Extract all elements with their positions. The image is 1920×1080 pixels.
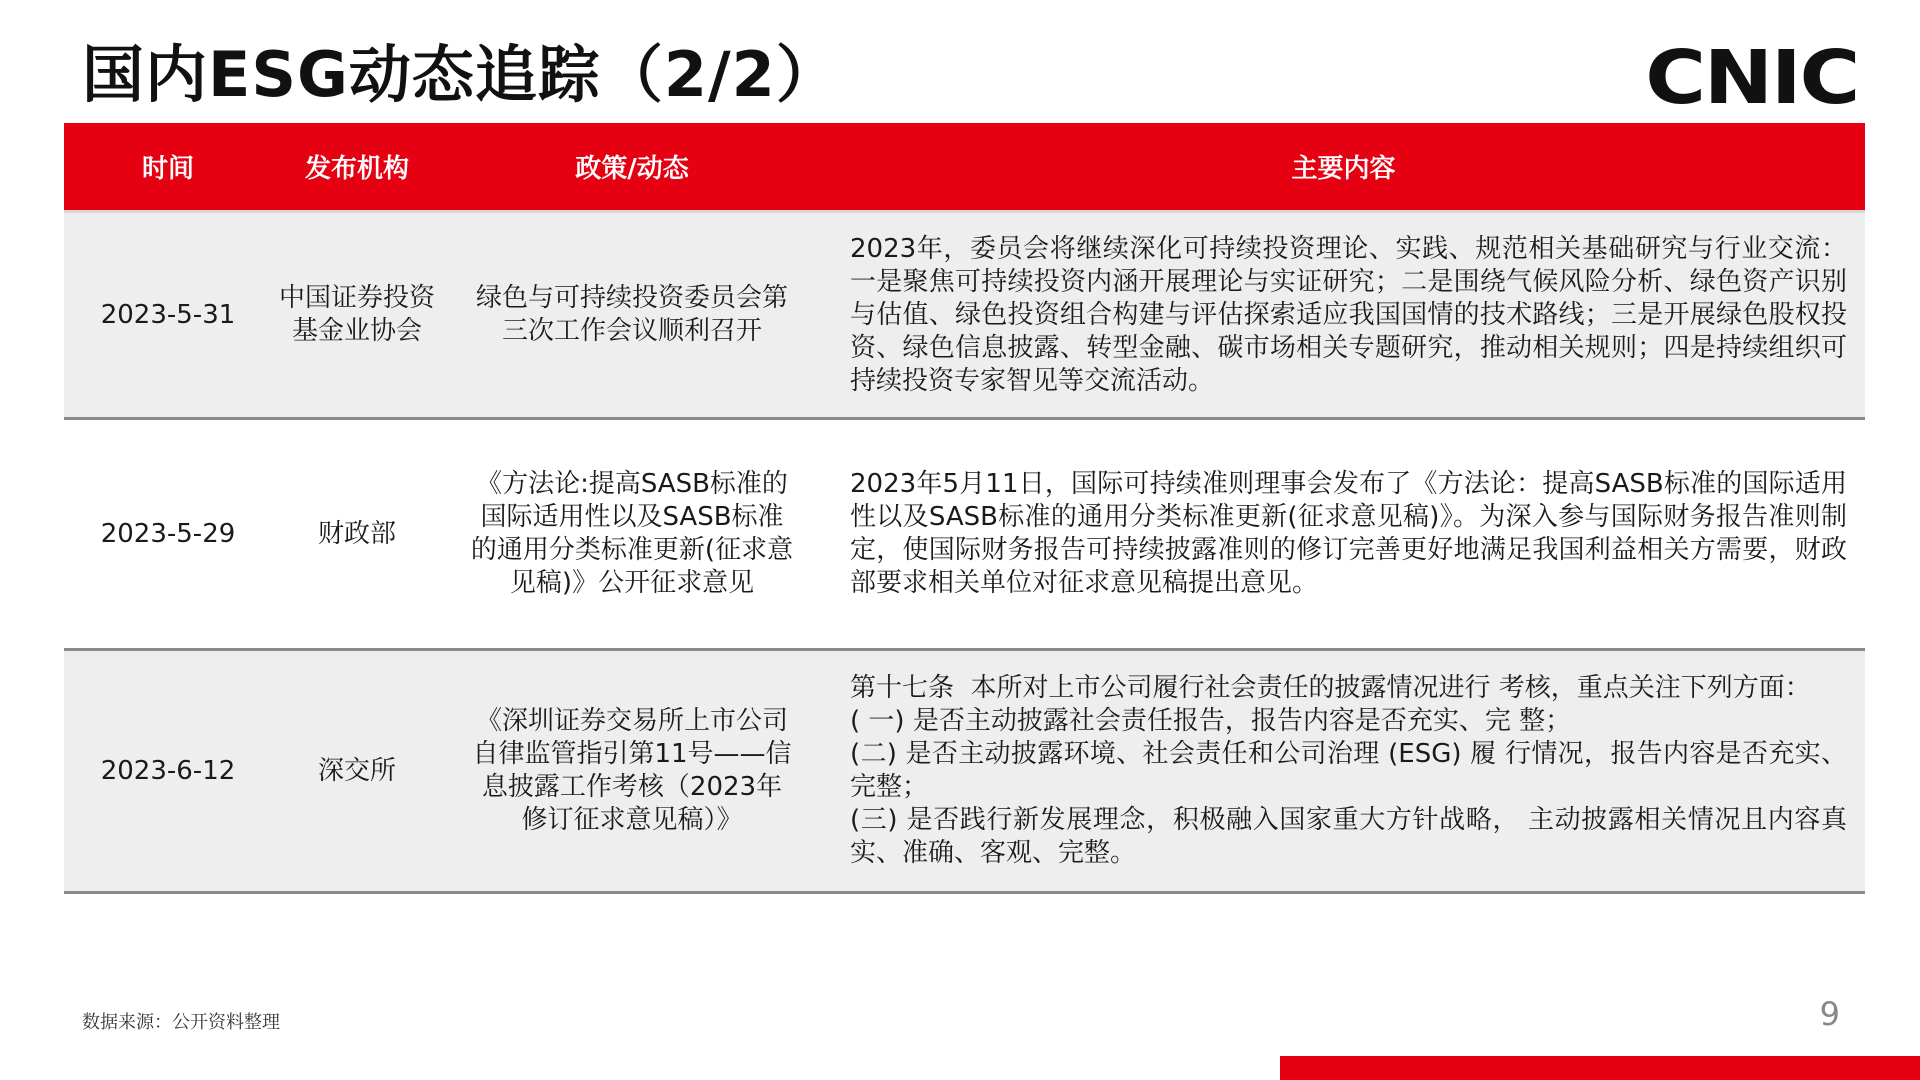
column-header-content: 主要内容	[1291, 154, 1396, 184]
table-row	[64, 651, 1865, 894]
row-content-cell	[822, 213, 1865, 417]
table-header	[64, 123, 1865, 213]
content-line: ( 一) 是否主动披露社会责任报告，报告内容是否充实、完 整；	[850, 706, 1572, 736]
page-number: 9	[1819, 995, 1840, 1033]
row-content-cell	[822, 420, 1865, 648]
row-org: 深交所	[317, 755, 396, 786]
footer-accent-bar	[1280, 1056, 1920, 1080]
row-date: 2023-5-29	[100, 518, 236, 549]
column-header-time: 时间	[141, 154, 194, 184]
row-date: 2023-5-31	[100, 299, 236, 330]
row-content: 2023年5月11日，国际可持续准则理事会发布了《方法论：提高SASB标准的国际适用性以及SASB标准的通用分类标准更新(征求意见稿)》。为深入参与国际财务报告准则制定，使国际财务报告可持续披露准则的修订完善更好地满足我国利益相关方需要，财政部要求相关单位对征求意见稿提出意见。	[850, 469, 1847, 598]
table-row	[64, 420, 1865, 651]
esg-tracking-table	[64, 123, 1865, 894]
column-header-policy: 政策/动态	[575, 154, 689, 184]
row-policy: 绿色与可持续投资委员会第三次工作会议顺利召开	[475, 283, 788, 346]
row-policy: 《深圳证券交易所上市公司自律监管指引第11号——信息披露工作考核（2023年修订征求意见稿）》	[472, 706, 792, 835]
content-line: 第十七条 本所对上市公司履行社会责任的披露情况进行 考核，重点关注下列方面：	[850, 673, 1811, 703]
row-org: 财政部	[317, 518, 396, 549]
data-source-note: 数据来源：公开资料整理	[82, 1012, 280, 1033]
table-row	[64, 213, 1865, 420]
content-line: (三) 是否践行新发展理念，积极融入国家重大方针战略， 主动披露相关情况且内容真实、准确、客观、完整。	[850, 805, 1847, 868]
cnic-logo: CNIC	[1645, 35, 1858, 121]
column-header-org: 发布机构	[304, 154, 409, 184]
content-line: (二) 是否主动披露环境、社会责任和公司治理 (ESG) 履 行情况，报告内容是否充实、完整；	[850, 739, 1847, 802]
row-org: 中国证券投资基金业协会	[278, 283, 435, 346]
page-title: 国内ESG动态追踪（2/2）	[82, 38, 839, 111]
row-policy: 《方法论:提高SASB标准的国际适用性以及SASB标准的通用分类标准更新(征求意见稿)》公开征求意见	[470, 469, 794, 598]
row-date: 2023-6-12	[100, 755, 236, 786]
row-content	[850, 672, 1847, 870]
row-content-cell	[822, 651, 1865, 891]
row-content: 2023年，委员会将继续深化可持续投资理论、实践、规范相关基础研究与行业交流：一是聚焦可持续投资内涵开展理论与实证研究；二是围绕气候风险分析、绿色资产识别与估值、绿色投资组合构建与评估探索适应我国国情的技术路线；三是开展绿色股权投资、绿色信息披露、转型金融、碳市场相关专题研究，推动相关规则；四是持续组织可持续投资专家智见等交流活动。	[850, 233, 1847, 396]
